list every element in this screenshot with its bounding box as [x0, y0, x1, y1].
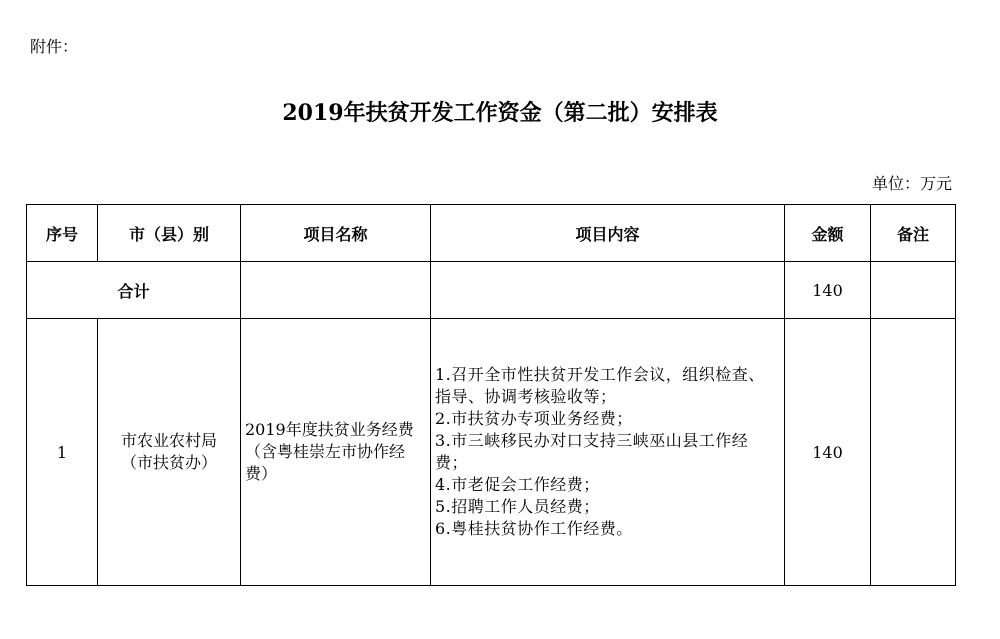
content-item: 6.粤桂扶贫协作工作经费。	[435, 519, 633, 538]
allocation-table	[26, 204, 956, 586]
content-item: 5.招聘工作人员经费；	[435, 497, 600, 516]
total-project-content	[431, 262, 785, 319]
row-amount: 140	[785, 319, 871, 586]
row-project-name: 2019年度扶贫业务经费（含粤桂崇左市协作经费）	[241, 319, 431, 586]
content-list	[435, 364, 780, 540]
col-header-amount: 金额	[785, 205, 871, 262]
content-item: 3.市三峡移民办对口支持三峡巫山县工作经费；	[435, 431, 749, 472]
total-remarks	[871, 262, 956, 319]
content-item: 1.召开全市性扶贫开发工作会议，组织检查、指导、协调考核验收等；	[435, 365, 765, 406]
page-title: 2019年扶贫开发工作资金（第二批）安排表	[282, 100, 718, 126]
col-header-region: 市（县）别	[98, 205, 241, 262]
total-amount: 140	[785, 262, 871, 319]
total-label: 合计	[27, 262, 241, 319]
col-header-project-name: 项目名称	[241, 205, 431, 262]
col-header-remarks: 备注	[871, 205, 956, 262]
total-row	[27, 262, 956, 319]
row-remarks	[871, 319, 956, 586]
table-header-row	[27, 205, 956, 262]
row-project-content	[431, 319, 785, 586]
row-region	[98, 319, 241, 586]
content-item: 2.市扶贫办专项业务经费；	[435, 409, 633, 428]
col-header-seq: 序号	[27, 205, 98, 262]
total-project-name	[241, 262, 431, 319]
row-seq: 1	[27, 319, 98, 586]
attachment-label: 附件：	[30, 37, 79, 56]
content-item: 4.市老促会工作经费；	[435, 475, 600, 494]
unit-label: 单位：万元	[871, 174, 952, 193]
table-row	[27, 319, 956, 586]
row-region-line1: 市农业农村局	[120, 431, 217, 450]
row-region-line2: （市扶贫办）	[120, 453, 217, 472]
col-header-project-content: 项目内容	[431, 205, 785, 262]
